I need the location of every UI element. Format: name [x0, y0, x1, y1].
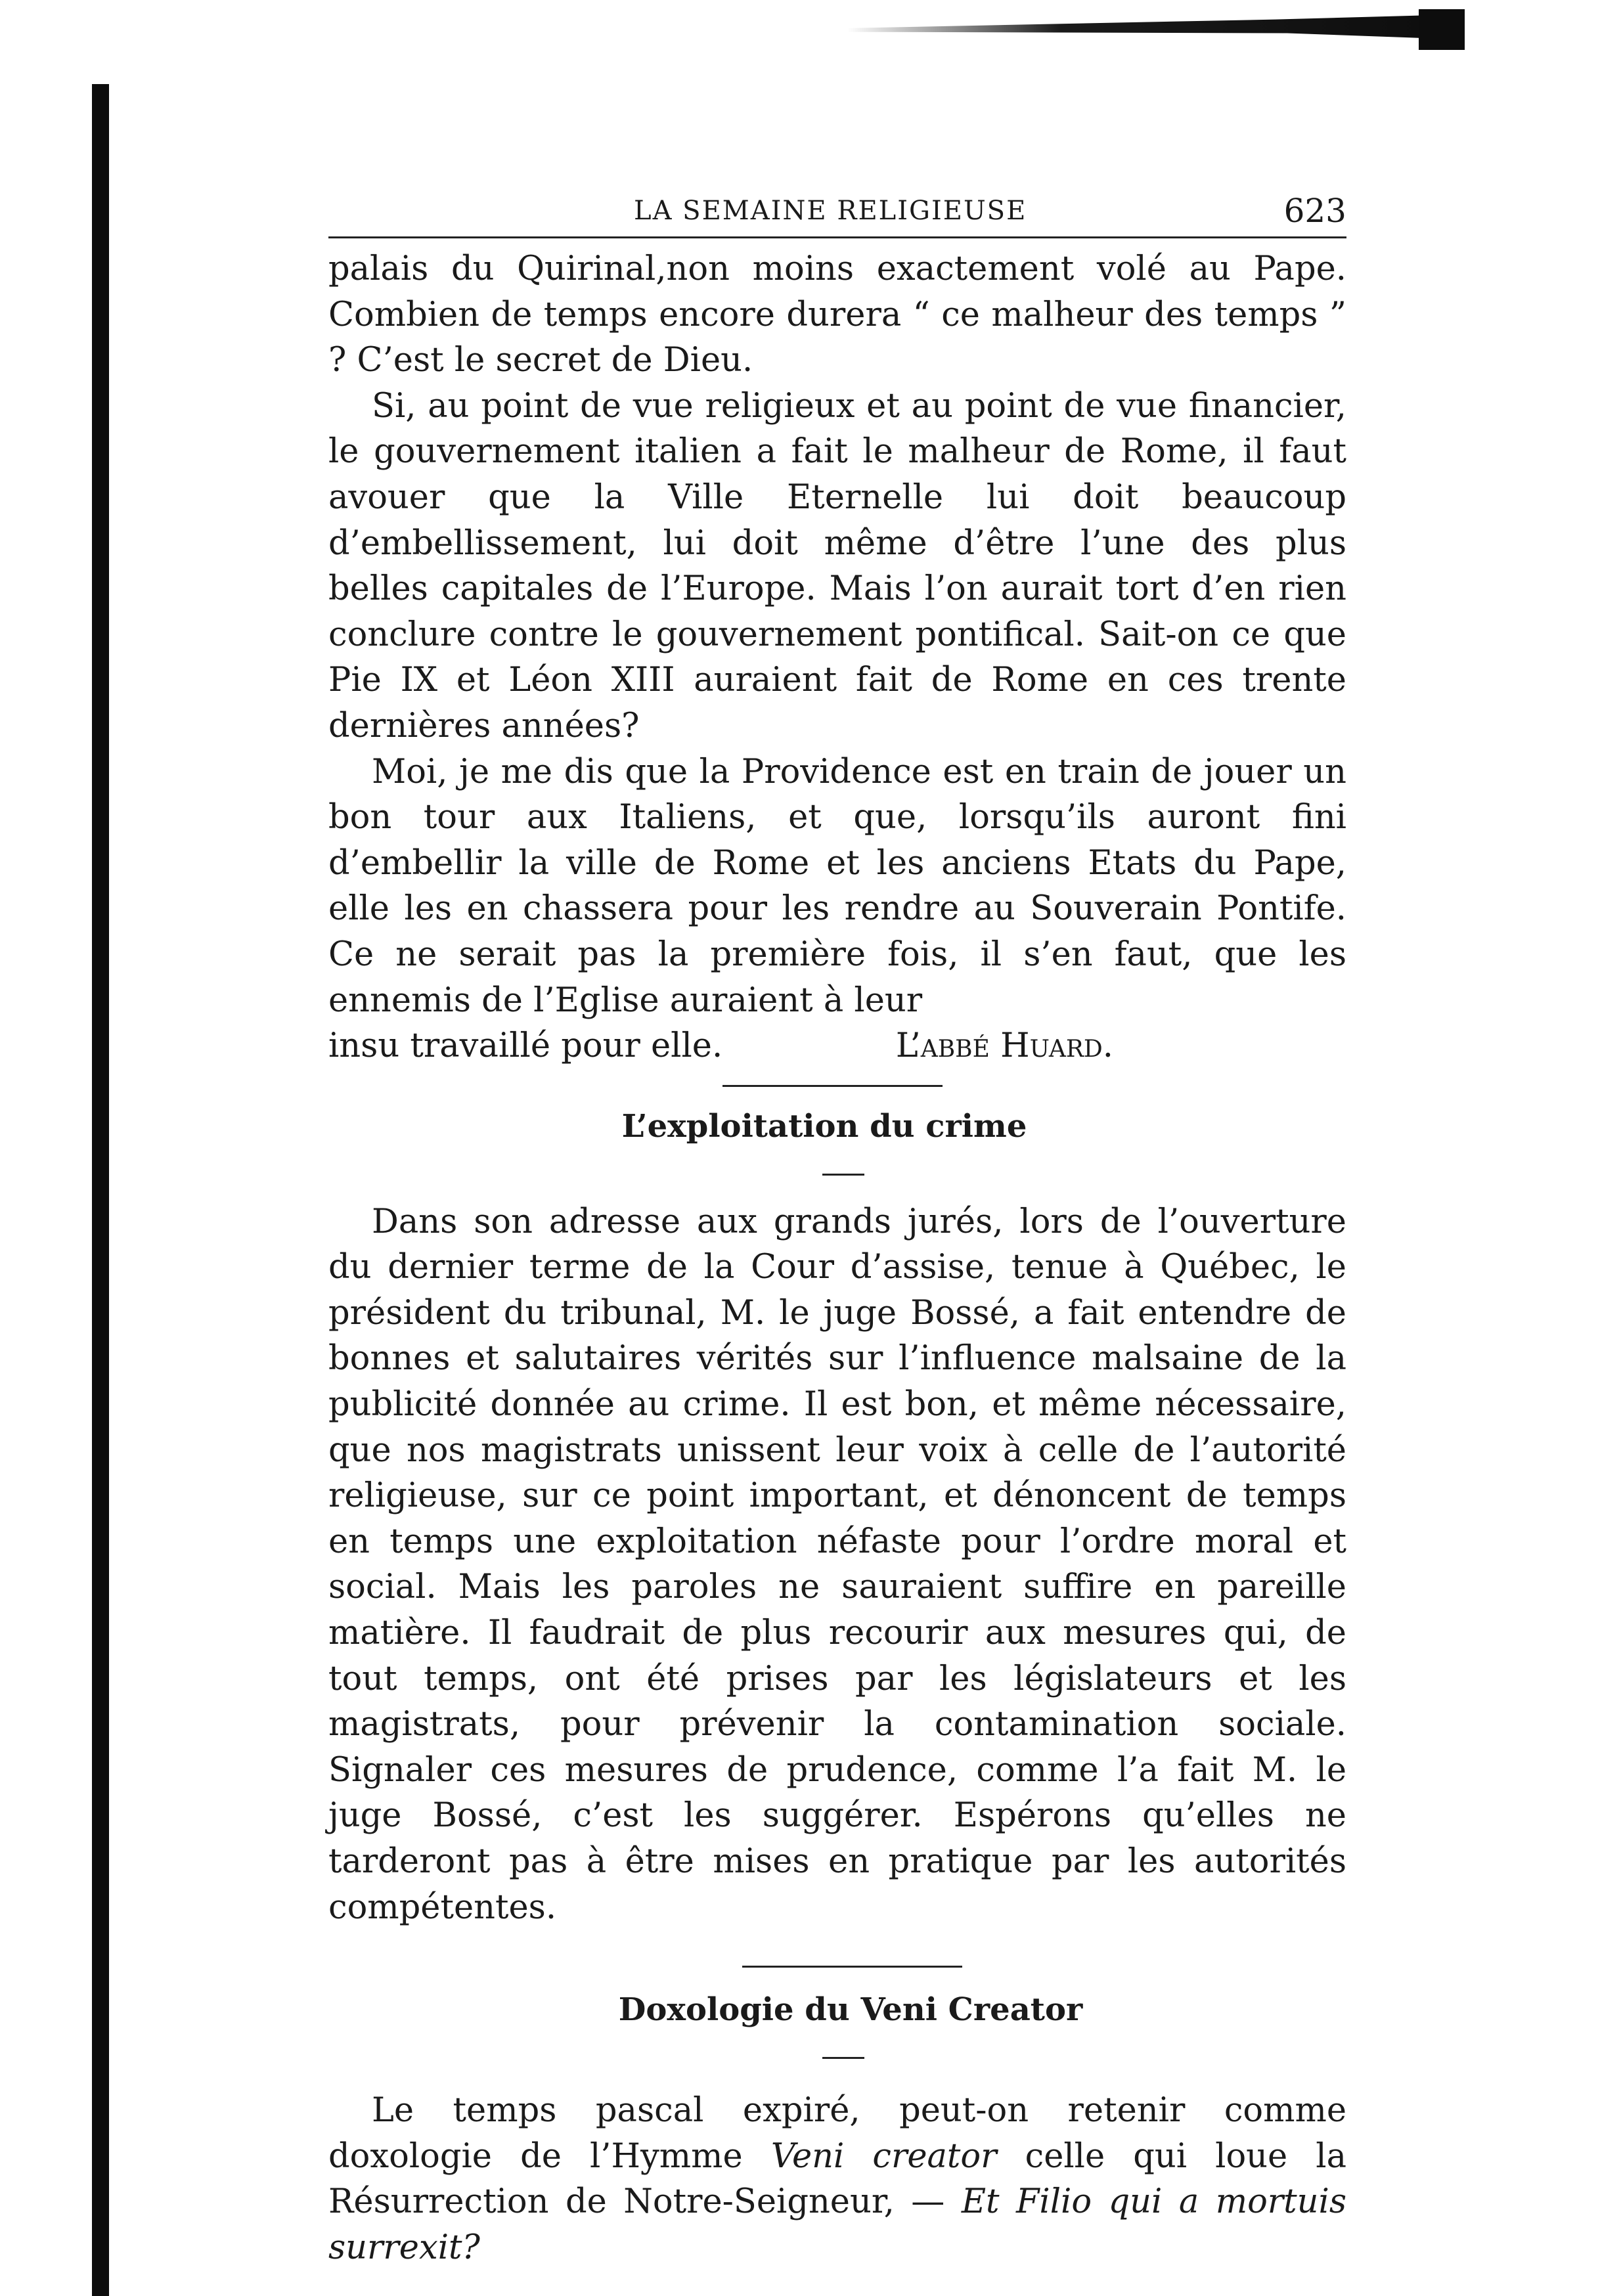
paragraph-4: Dans son adresse aux grands jurés, lors de l’ouverture du dernier terme de la Cour d’assise, tenue à Québec, le président du tribunal, M. le juge Bossé, a fait entendre de bonnes et salutaires vérités sur l’influence malsaine de la publicité donnée au crime. Il est bon, et même nécessaire, que nos magistrats unissent leur voix à celle de l’autorité religieuse, sur ce point important, et dénoncent de temps en temps une exploitation néfaste pour l’ordre moral et social. Mais les paroles ne sauraient suffire en pareille matière. Il faudrait de plus recourir aux mesures qui, de tout temps, ont été prises par les législateurs et les magistrats, pour prévenir la contamination sociale. Signaler ces mesures de prudence, comme l’a fait M. le juge Bossé, c’est les suggérer. Espérons qu’elles ne tarderont pas à être mises en pratique par les autorités compétentes. — [328, 1202, 1346, 1927]
page-number: 623 — [1283, 192, 1346, 230]
doxologie-text-1: Le temps pascal expiré, peut-on retenir comme doxologie de l’Hymme — [328, 2091, 1346, 2176]
scan-top-mark-end — [1419, 9, 1465, 50]
header-rule — [328, 236, 1346, 238]
doxologie-italic-2: Et Filio qui a mortuis surrexit? — [328, 2182, 1346, 2267]
paragraph-2: Si, au point de vue religieux et au point de vue financier, le gouvernement italien a fait le malheur de Rome, il faut avouer que la Ville Eternelle lui doit beaucoup d’embellissement, lui doit même d’être l’une des plus belles capitales de l’Europe. Mais l’on aurait tort d’en rien conclure contre le gouvernement pontifical. Sait-on ce que Pie IX et Léon XIII auraient fait de Rome en ces trente dernières années? — [328, 386, 1346, 745]
paragraph-5 — [328, 2088, 1346, 2270]
page — [328, 177, 1346, 2271]
running-title: LA SEMAINE RELIGIEUSE — [634, 196, 1027, 226]
section-separator-1 — [722, 1085, 943, 1087]
section-separator-2 — [742, 1966, 962, 1968]
author-signature: L’abbé Huard. — [895, 1027, 1113, 1066]
scan-top-mark — [847, 14, 1458, 39]
closing-line: insu travaillé pour elle. — [328, 1027, 723, 1066]
doxologie-italic-1: Veni creator — [770, 2136, 997, 2176]
scan-edge-bar — [92, 84, 109, 2296]
paragraph-1: palais du Quirinal,non moins exactement volé au Pape. Combien de temps encore durera “ ce malheur des temps ” ? C’est le secret de Dieu. — [328, 250, 1346, 380]
running-head — [328, 177, 1346, 236]
paragraph-3: Moi, je me dis que la Providence est en train de jouer un bon tour aux Italiens, et que, lorsqu’ils auront fini d’embellir la ville de Rome et les anciens Etats du Pape, elle les en chassera pour les rendre au Souverain Pontife. Ce ne serait pas la première fois, il s’en faut, que les ennemis de l’Eglise auraient à leur — [328, 752, 1346, 1020]
signature-line — [328, 1023, 1346, 1069]
section-title-exploitation: L’exploitation du crime — [621, 1107, 1027, 1145]
section-title-doxologie: Doxologie du Veni Creator — [618, 1991, 1083, 2029]
doxologie-text-2: celle qui loue la Résurrection de Notre-Seigneur, — — [328, 2136, 1347, 2222]
